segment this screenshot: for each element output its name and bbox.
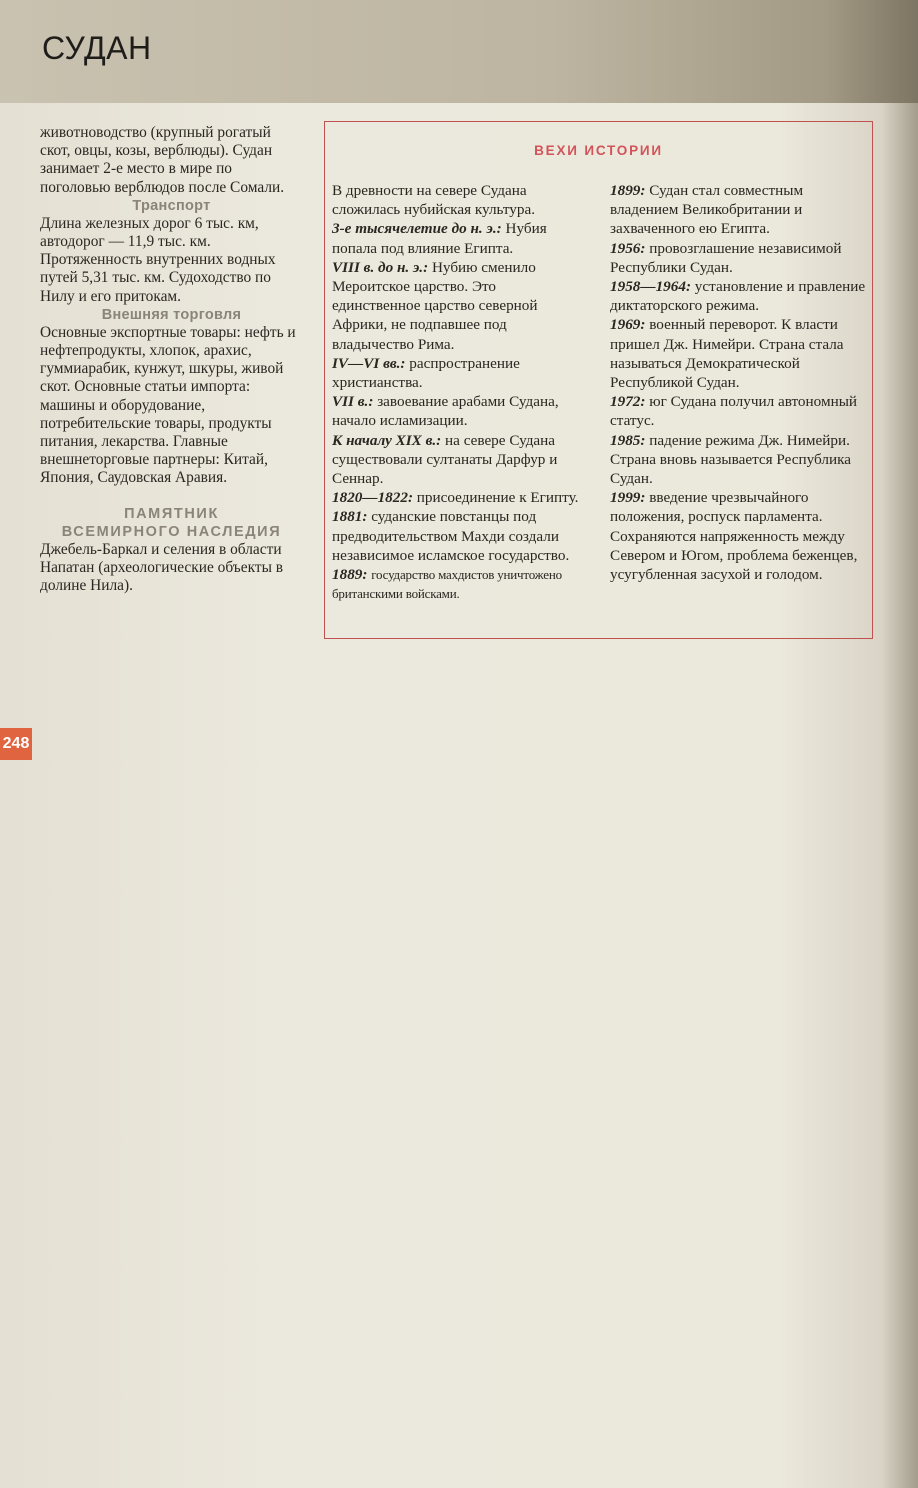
history-entry-date: 1899: <box>610 182 646 199</box>
history-column-1 <box>332 181 585 603</box>
history-entry <box>332 181 585 219</box>
history-entry <box>610 315 866 392</box>
history-entry <box>332 258 585 354</box>
history-entry <box>332 392 585 430</box>
history-entry-date: 1881: <box>332 508 368 526</box>
history-entry <box>332 507 585 565</box>
history-entry-date: К началу XIX в.: <box>332 431 442 449</box>
history-entry-date: 1985: <box>610 431 646 449</box>
history-entry-date: 1972: <box>610 393 646 411</box>
history-entry-date: 1820—1822: <box>332 489 413 507</box>
history-entry-text: введение чрезвычайного положения, роспуск парламента. Сохраняются напряженность между Севером и Югом, проблема беженцев, усугубленная засухой и голодом. <box>610 489 858 584</box>
left-column <box>40 124 303 595</box>
history-entry <box>332 219 585 257</box>
heritage-heading-line-2: ВСЕМИРНОГО НАСЛЕДИЯ <box>61 523 282 540</box>
history-entry <box>610 488 866 584</box>
history-entry-text: установление и правление диктаторского режима. <box>610 278 866 315</box>
history-entry-date: 3-е тысячелетие до н. э.: <box>332 220 502 238</box>
transport-heading: Транспорт <box>132 197 211 214</box>
history-entry-text: присоединение к Египту. <box>416 489 579 507</box>
history-entry-text: юг Судана получил автономный статус. <box>610 393 858 430</box>
history-entry <box>332 565 585 603</box>
history-entry-text: В древности на севере Судана сложилась нубийская культура. <box>332 182 536 219</box>
history-entry-date: 1958—1964: <box>610 278 691 296</box>
history-entry-text: завоевание арабами Судана, начало исламизации. <box>332 393 559 430</box>
history-entry-date: 1956: <box>610 239 646 257</box>
history-entry-text: Судан стал совместным владением Великобритании и захваченного ею Египта. <box>610 182 804 238</box>
history-entry-date: 1999: <box>610 489 646 507</box>
history-entry-text: распространение христианства. <box>332 354 520 392</box>
history-entry-text: на севере Судана существовали султанаты Дарфур и Сеннар. <box>332 431 558 488</box>
history-entry-text: Нубия попала под влияние Египта. <box>332 220 547 257</box>
history-entry-text: суданские повстанцы под предводительством Махди создали независимое исламское государство. <box>332 508 570 564</box>
history-entry-date: VII в.: <box>332 393 374 411</box>
history-entry-text: падение режима Дж. Нимейри. Страна вновь называется Республика Судан. <box>610 431 851 488</box>
history-entry <box>610 277 866 315</box>
history-entry <box>610 392 866 430</box>
heritage-paragraph: Джебель-Баркал и селения в области Напатан (археологические объекты в долине Нила). <box>40 540 284 595</box>
history-entry-date: 1969: <box>610 316 646 334</box>
history-entry-date: 1889: <box>332 566 368 584</box>
history-title: ВЕХИ ИСТОРИИ <box>534 143 663 158</box>
transport-paragraph: Длина железных дорог 6 тыс. км, автодорог — 11,9 тыс. км. Протяженность внутренних водных путей 5,31 тыс. км. Судоходство по Нилу и его притокам. <box>40 214 276 305</box>
history-entry-date: VIII в. до н. э.: <box>332 258 429 276</box>
page-number-badge: 248 <box>0 728 32 760</box>
page-header <box>0 0 918 103</box>
history-entry <box>332 488 585 507</box>
page-title: СУДАН <box>42 30 152 66</box>
heritage-heading-line-1: ПАМЯТНИК <box>124 505 219 522</box>
history-entry-text: государство махдистов уничтожено британскими войсками. <box>332 567 562 602</box>
history-entry <box>610 239 866 277</box>
heritage-heading <box>40 505 303 541</box>
history-entry <box>332 431 585 489</box>
trade-paragraph: Основные экспортные товары: нефть и нефтепродукты, хлопок, арахис, гуммиарабик, кунжут, шкуры, живой скот. Основные статьи импорта: машины и оборудование, потребительские товары, продукты питания, лекарства. Главные внешнеторговые партнеры: Китай, Япония, Саудовская Аравия. <box>40 323 296 487</box>
history-entry <box>610 431 866 489</box>
history-entry <box>332 354 585 392</box>
history-entry-date: IV—VI вв.: <box>332 354 406 372</box>
history-box <box>324 121 873 639</box>
trade-heading: Внешняя торговля <box>101 306 242 323</box>
history-entry <box>610 181 866 239</box>
history-entry-text: провозглашение независимой Республики Судан. <box>610 239 842 276</box>
history-entry-text: военный переворот. К власти пришел Дж. Нимейри. Страна стала называться Демократической Республикой Судан. <box>610 316 844 392</box>
history-column-2 <box>610 181 866 584</box>
history-entry-text: Нубию сменило Мероитское царство. Это единственное царство северной Африки, не подпавшее под владычество Рима. <box>332 258 538 353</box>
livestock-paragraph: животноводство (крупный рогатый скот, овцы, козы, верблюды). Судан занимает 2-е место в мире по поголовью верблюдов после Сомали. <box>40 124 285 196</box>
